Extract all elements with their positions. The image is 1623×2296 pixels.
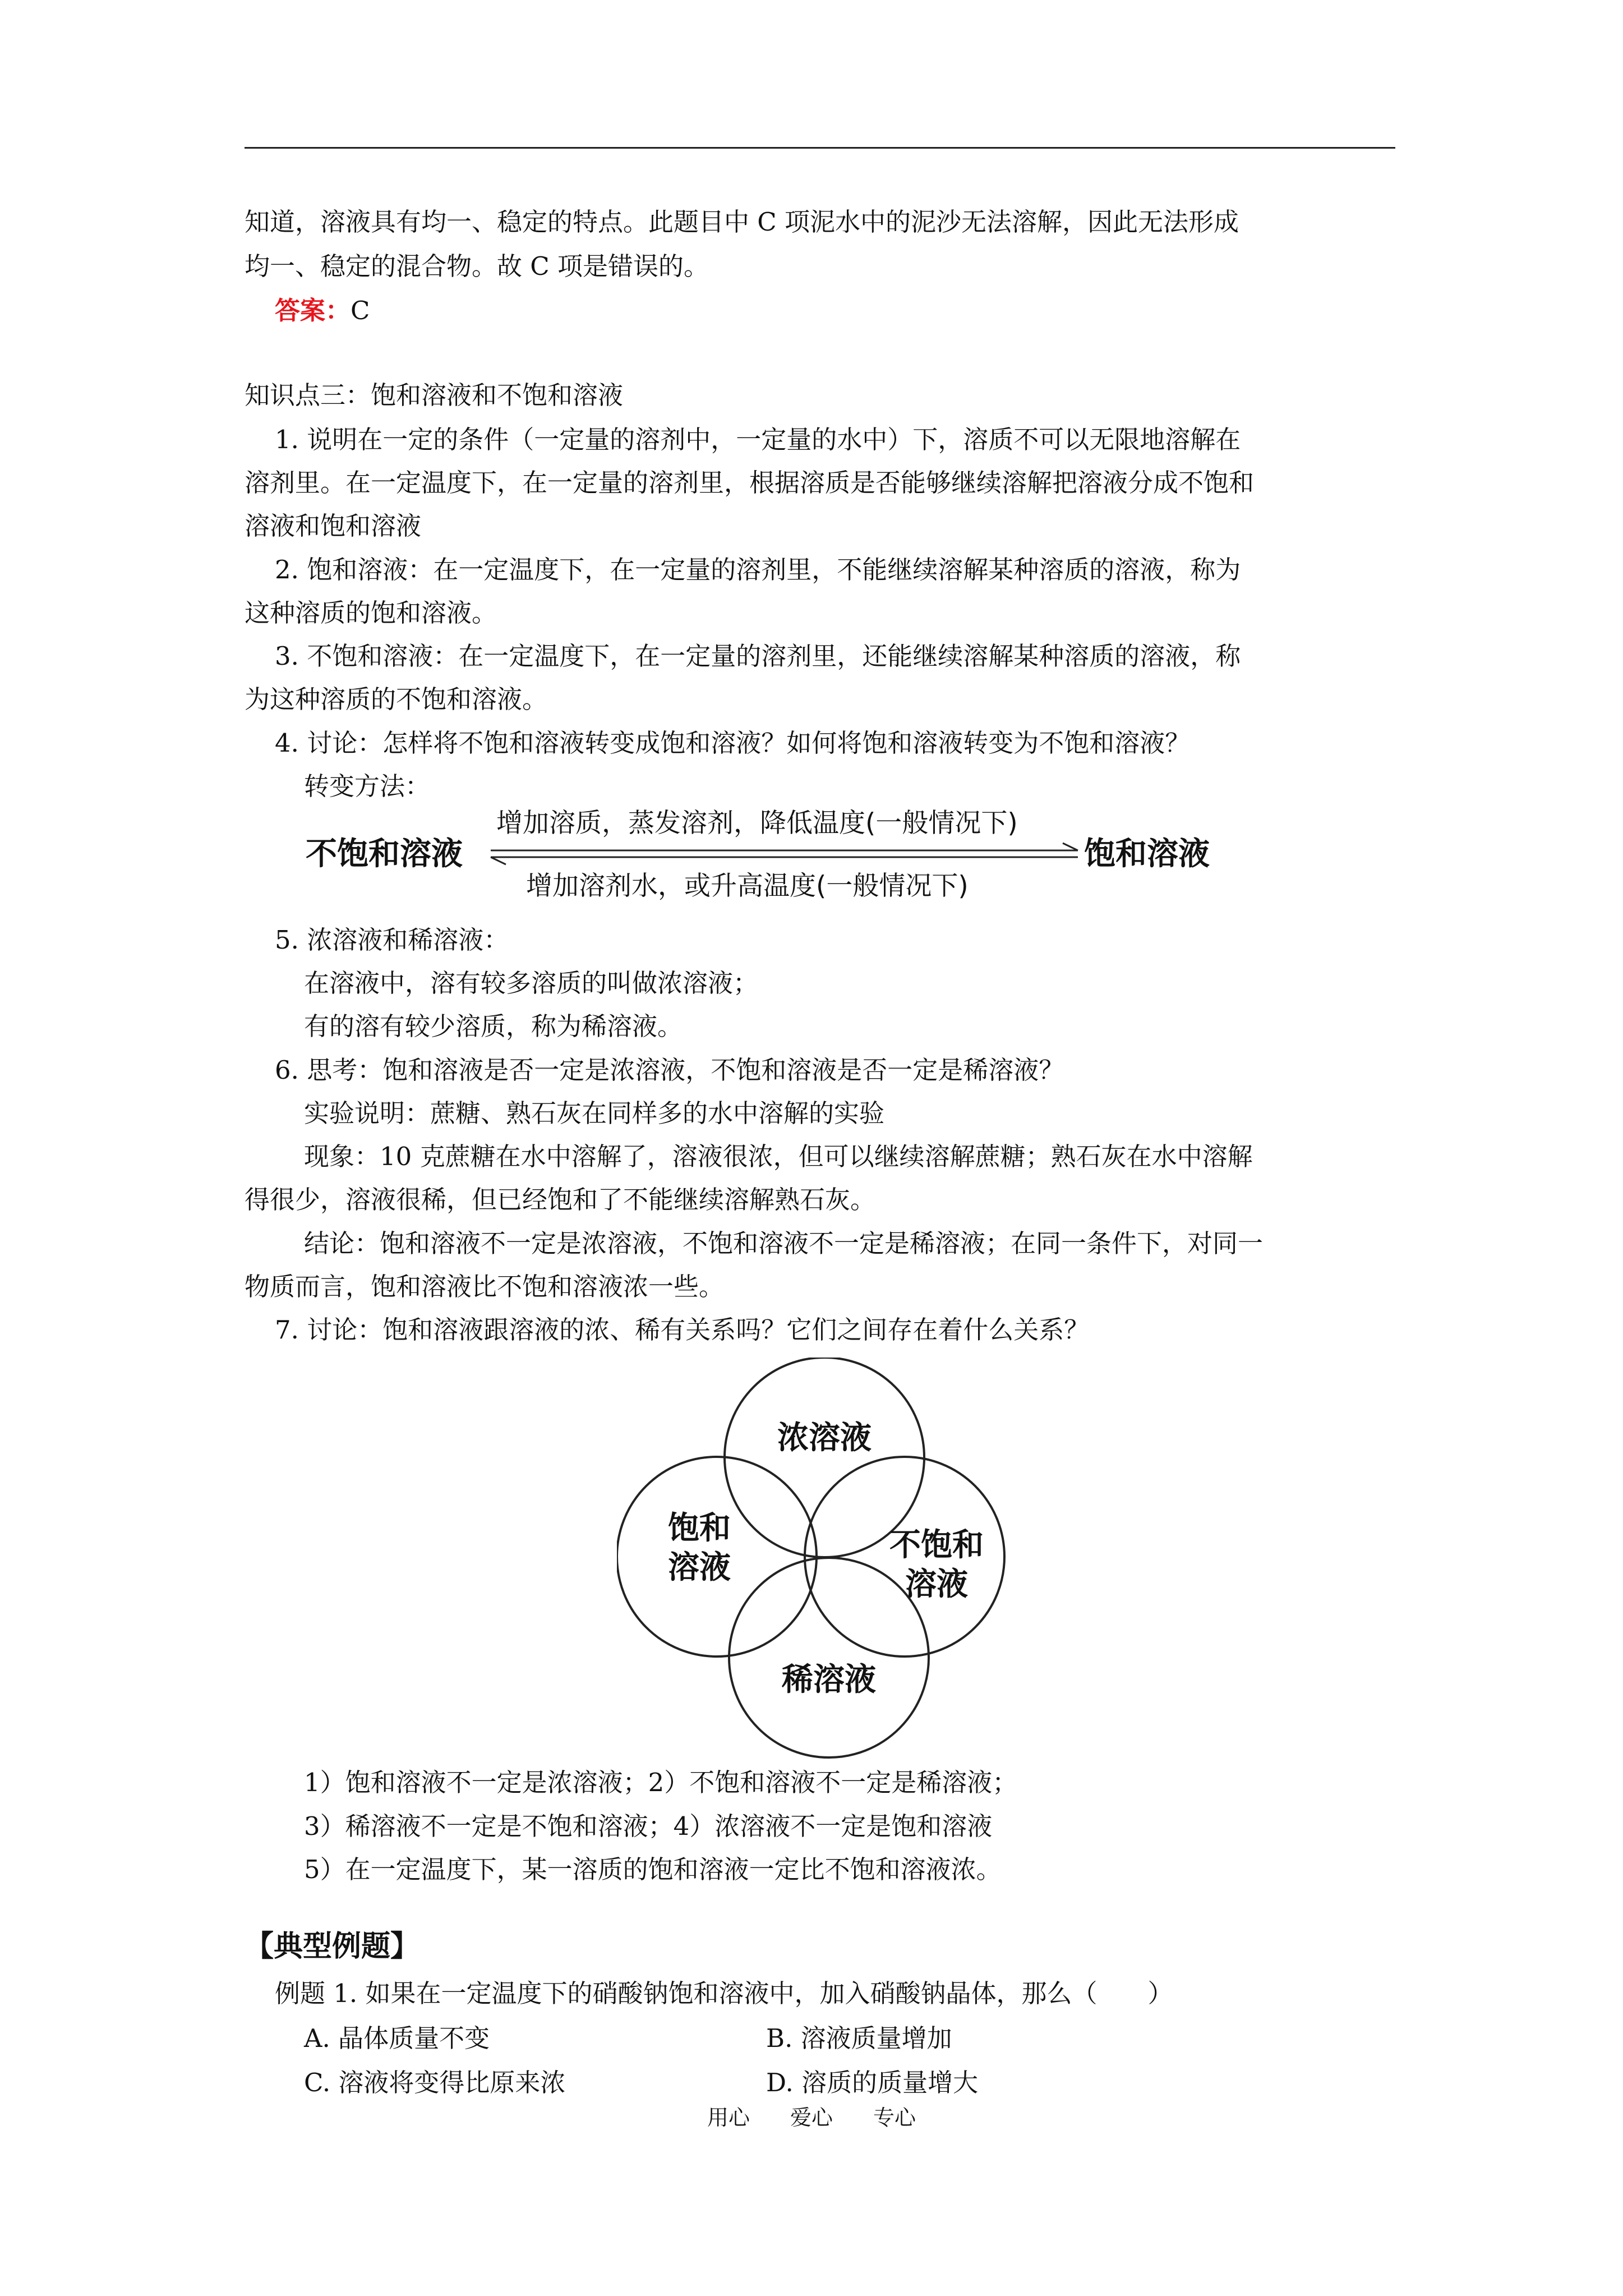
text-line: 为这种溶质的不饱和溶液。 <box>245 684 548 714</box>
footer-word: 专心 <box>873 2105 916 2130</box>
text-line: 5. 浓溶液和稀溶液： <box>275 925 509 955</box>
circle-label-unsaturated-1: 不饱和 <box>889 1527 984 1563</box>
text-line: 有的溶有较少溶质，称为稀溶液。 <box>304 1011 683 1041</box>
text-line: 溶剂里。在一定温度下，在一定量的溶剂里，根据溶质是否能够继续溶解把溶液分成不饱和 <box>245 468 1255 498</box>
circle-label-unsaturated-2: 溶液 <box>905 1566 968 1603</box>
text-line: 转变方法： <box>304 771 431 801</box>
text-line: 结论：饱和溶液不一定是浓溶液，不饱和溶液不一定是稀溶液；在同一条件下，对同一 <box>304 1228 1264 1258</box>
conversion-diagram <box>297 799 1251 912</box>
section-title: 【典型例题】 <box>245 1929 420 1963</box>
venn-circles-diagram <box>617 1358 1021 1761</box>
text-line: 5）在一定温度下，某一溶质的饱和溶液一定比不饱和溶液浓。 <box>304 1855 1002 1884</box>
footer-word: 爱心 <box>790 2105 833 2130</box>
text-line: 6. 思考：饱和溶液是否一定是浓溶液，不饱和溶液是否一定是稀溶液？ <box>275 1055 1064 1085</box>
answer-label: 答案： <box>275 296 351 325</box>
option-b: B. 溶液质量增加 <box>766 2023 952 2053</box>
conversion-top-label: 增加溶质，蒸发溶剂，降低温度(一般情况下) <box>496 808 1018 839</box>
conversion-arrows <box>491 843 1078 864</box>
text-line: 现象：10 克蔗糖在水中溶解了，溶液很浓，但可以继续溶解蔗糖；熟石灰在水中溶解 <box>304 1142 1253 1171</box>
text-line: 均一、稳定的混合物。故 C 项是错误的。 <box>245 251 709 281</box>
text-line: 物质而言，饱和溶液比不饱和溶液浓一些。 <box>245 1272 725 1301</box>
example-question: 例题 1. 如果在一定温度下的硝酸钠饱和溶液中，加入硝酸钠晶体，那么（ ） <box>275 1978 1173 2008</box>
text-line: 1. 说明在一定的条件（一定量的溶剂中，一定量的水中）下，溶质不可以无限地溶解在 <box>275 425 1241 454</box>
text-line: 7. 讨论：饱和溶液跟溶液的浓、稀有关系吗？它们之间存在着什么关系？ <box>275 1315 1090 1345</box>
text-line: 这种溶质的饱和溶液。 <box>245 598 497 628</box>
text-line: 知道，溶液具有均一、稳定的特点。此题目中 C 项泥水中的泥沙无法溶解，因此无法形成 <box>245 207 1239 237</box>
circle-dilute <box>729 1558 929 1757</box>
conversion-right-label: 饱和溶液 <box>1084 836 1210 872</box>
circle-label-saturated-1: 饱和 <box>668 1510 731 1547</box>
answer-value: C <box>351 296 370 325</box>
text-line: 2. 饱和溶液：在一定温度下，在一定量的溶剂里，不能继续溶解某种溶质的溶液，称为 <box>275 555 1241 585</box>
option-a: A. 晶体质量不变 <box>304 2023 490 2053</box>
text-line: 得很少，溶液很稀，但已经饱和了不能继续溶解熟石灰。 <box>245 1185 876 1214</box>
answer-line <box>275 288 370 333</box>
option-d: D. 溶质的质量增大 <box>766 2068 979 2097</box>
text-line: 溶液和饱和溶液 <box>245 511 422 541</box>
conversion-left-label: 不饱和溶液 <box>306 836 463 872</box>
knowledge-point-title: 知识点三：饱和溶液和不饱和溶液 <box>245 380 624 410</box>
option-c: C. 溶液将变得比原来浓 <box>304 2068 566 2097</box>
circle-label-saturated-2: 溶液 <box>668 1549 731 1586</box>
text-line: 在溶液中，溶有较多溶质的叫做浓溶液； <box>304 968 759 998</box>
footer-word: 用心 <box>707 2105 750 2130</box>
header-rule <box>245 147 1395 149</box>
text-line: 3. 不饱和溶液：在一定温度下，在一定量的溶剂里，还能继续溶解某种溶质的溶液，称 <box>275 641 1241 671</box>
text-line: 3）稀溶液不一定是不饱和溶液；4）浓溶液不一定是饱和溶液 <box>304 1811 993 1841</box>
circle-label-concentrated: 浓溶液 <box>777 1420 872 1456</box>
text-line: 4. 讨论：怎样将不饱和溶液转变成饱和溶液？如何将饱和溶液转变为不饱和溶液？ <box>275 728 1191 758</box>
circle-label-dilute: 稀溶液 <box>782 1662 876 1698</box>
conversion-bottom-label: 增加溶剂水，或升高温度(一般情况下) <box>526 871 969 901</box>
text-line: 1）饱和溶液不一定是浓溶液；2）不饱和溶液不一定是稀溶液； <box>304 1768 1018 1797</box>
text-line: 实验说明：蔗糖、熟石灰在同样多的水中溶解的实验 <box>304 1098 885 1128</box>
page-footer <box>0 2101 1623 2134</box>
